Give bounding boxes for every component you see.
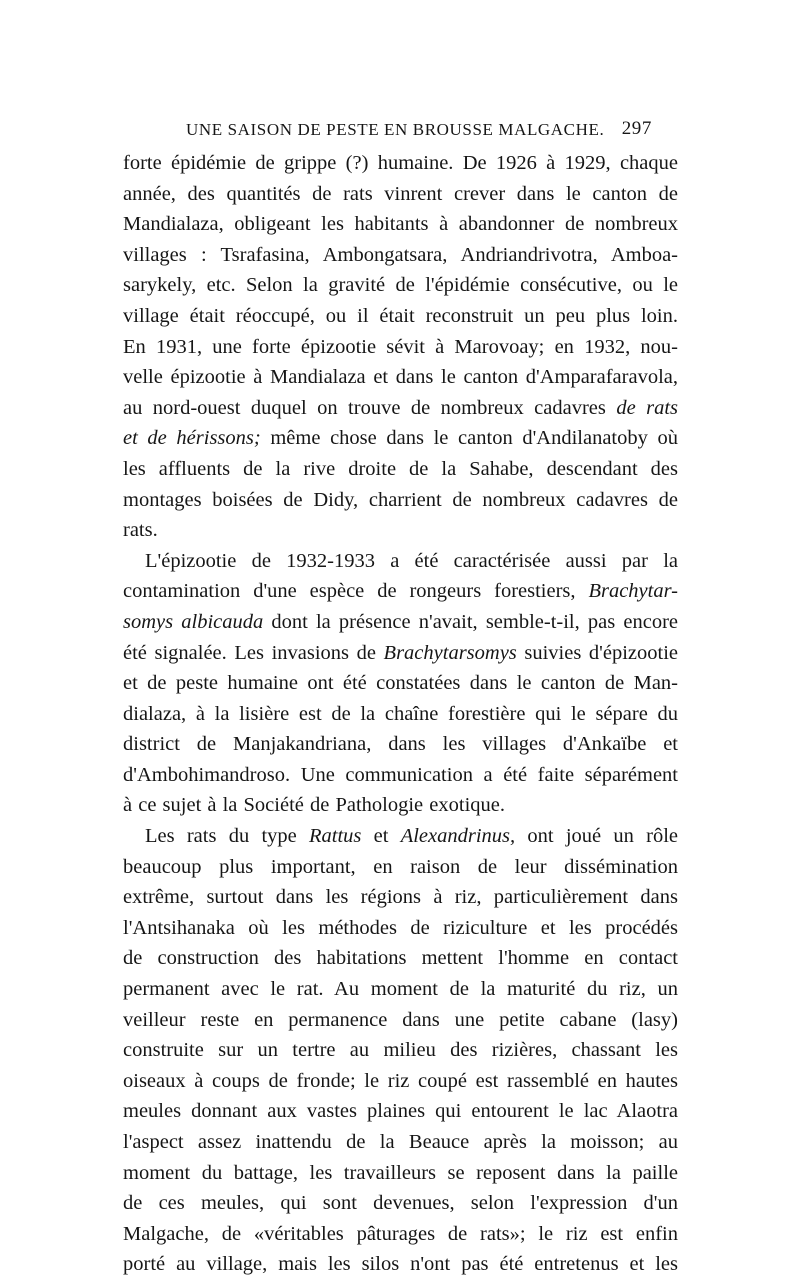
text-line: de construction des habitations mettent l'homme en contact [123,947,678,970]
text-line: rats. [123,519,158,542]
running-title: UNE SAISON DE PESTE EN BROUSSE MALGACHE. [186,120,605,139]
text-line: extrême, surtout dans les régions à riz, particulièrement dans [123,886,678,909]
page-header [0,116,800,146]
text-line: construite sur un tertre au milieu des rizières, chassant les [123,1039,678,1062]
text-line: En 1931, une forte épizootie sévit à Marovoay; en 1932, nou- [123,335,678,358]
text-line: Mandialaza, obligeant les habitants à abandonner de nombreux [123,213,678,236]
text-line: de ces meules, qui sont devenues, selon l'expression d'un [123,1192,678,1215]
italic-term: Alexandrinus, [400,825,516,848]
text-line: forte épidémie de grippe (?) humaine. De 1926 à 1929, chaque [123,152,678,174]
text-line: moment du battage, les travailleurs se reposent dans la paille [123,1161,678,1184]
text-line: sarykely, etc. Selon la gravité de l'épidémie consécutive, ou le [123,274,678,297]
text-line: l'aspect assez inattendu de la Beauce après la moisson; au [123,1131,678,1153]
text-line: somys albicauda dont la présence n'avait, semble-t-il, pas encore [123,610,678,633]
text-line: et de hérissons; même chose dans le canton d'Andilanatoby où [123,427,679,450]
paragraph [123,546,678,821]
text-line: beaucoup plus important, en raison de leur dissémination [123,855,678,878]
text-line: montages boisées de Didy, charrient de nombreux cadavres de [123,488,678,511]
italic-term: Rattus [308,825,362,848]
text-line: Les rats du type Rattus et Alexandrinus, ont joué un rôle [145,825,678,848]
text-line: veilleur reste en permanence dans une petite cabane (lasy) [123,1008,678,1031]
paragraph [123,821,678,1280]
body-text [123,148,678,1280]
text-line: meules donnant aux vastes plaines qui entourent le lac Alaotra [123,1100,678,1123]
text-line: velle épizootie à Mandialaza et dans le canton d'Amparafaravola, [123,366,678,389]
text-line: Malgache, de «véritables pâturages de rats»; le riz est enfin [123,1222,678,1245]
text-line: village était réoccupé, ou il était reconstruit un peu plus loin. [123,304,678,327]
italic-term: et de hérissons; [123,427,261,450]
paragraph [123,148,678,546]
text-line: oiseaux à coups de fronde; le riz coupé est rassemblé en hautes [123,1069,678,1092]
text-line: L'épizootie de 1932-1933 a été caractérisée aussi par la [145,549,678,572]
text-line: district de Manjakandriana, dans les villages d'Ankaïbe et [123,733,678,756]
text-line: au nord-ouest duquel on trouve de nombreux cadavres de rats [123,396,678,419]
text-line: villages : Tsrafasina, Ambongatsara, Andriandrivotra, Amboa- [123,243,678,266]
text-line: les affluents de la rive droite de la Sahabe, descendant des [123,457,678,480]
text-line: permanent avec le rat. Au moment de la maturité du riz, un [123,978,678,1001]
text-line: année, des quantités de rats vinrent crever dans le canton de [123,182,678,205]
page-number: 297 [621,118,652,139]
text-line: dialaza, à la lisière est de la chaîne forestière qui le sépare du [123,702,678,725]
text-line: été signalée. Les invasions de Brachytarsomys suivies d'épizootie [123,641,678,664]
text-line: d'Ambohimandroso. Une communication a été faite séparément [123,763,678,786]
text-line: et de peste humaine ont été constatées dans le canton de Man- [123,672,678,695]
italic-term: de rats [616,396,678,419]
text-line: porté au village, mais les silos n'ont pas été entretenus et les [123,1253,678,1276]
text-line: à ce sujet à la Société de Pathologie exotique. [123,794,505,817]
italic-term: Brachytarsomys [383,641,517,664]
text-line: contamination d'une espèce de rongeurs forestiers, Brachytar- [123,580,678,603]
italic-term: somys albicauda [123,610,264,633]
italic-term: Brachytar- [588,580,678,603]
text-line: l'Antsihanaka où les méthodes de riziculture et les procédés [123,916,678,939]
